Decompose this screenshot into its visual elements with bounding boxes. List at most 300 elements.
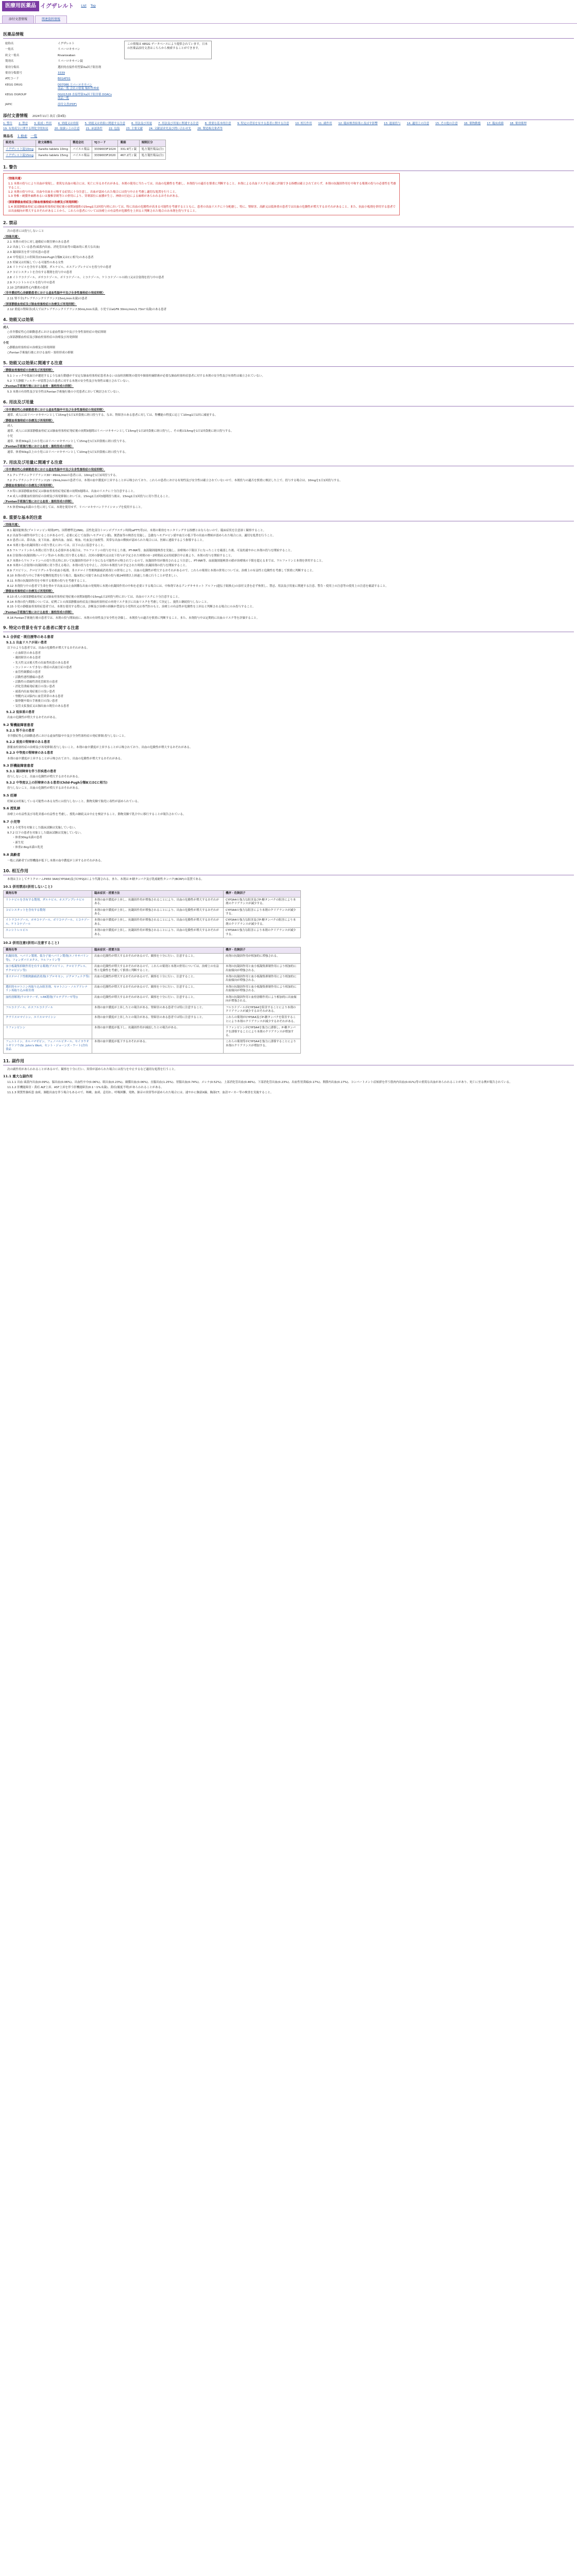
warning-item: 1.4 深部静脈血栓症又は肺血栓塞栓症発症後の初期3週間の15mg1日2回投与時においては、特に出血の危険性が高まる可能性を考慮するとともに、患者の出血リスクに十分配慮し、特に、腎障害、高齢又は低体重の患者では出血の危険性が増大するおそれがあること、また、抗血小板剤を併用する患者では出血傾向が増大するおそれがあることから、これらの患者については治療上の有益性が危険性を上回ると判断された場合のみ本剤を投与すること。 [8,205,396,213]
important-item: 8.13 成人の深部静脈血栓症又は肺血栓塞栓症発症後の初期3週間の15mg1日2回投与時においては、出血のリスクに十分注意すること。 [7,595,181,599]
important-item: 8.2 出血等の副作用が生じることがあるので、必要に応じて血算(ヘモグロビン値)、便潜血等の検査を実施し、急激なヘモグロビン値や血圧の低下等の出血の徴候が認められた場合には、適切な処置を行うこと。 [7,534,276,537]
info-value-cell [57,77,116,81]
dosage-note-item: 7.4 成人の静脈血栓塞栓症の治療及び再発抑制においては、15mg1日2回3週間投与後は、15mg1日1回投与に切り替えること。 [7,495,172,498]
efficacy-note-label-2: 〈Fontan手術施行後における血栓・塞栓形成の抑制〉 [3,385,74,388]
toc-link[interactable]: 13. 過量投与 [384,122,401,125]
dosage-label-2: 〈静脈血栓塞栓症の治療及び再発抑制〉 [3,419,55,422]
drug-name-cell[interactable]: 抗凝固剤、ヘパリン製剤、低分子量ヘパリン製剤(エノキサパリン等)、フォンダパリヌクス、ワルファリン等 [4,954,92,964]
table-row [4,897,301,907]
special-sub-6-text: 治療上の有益性及び母乳栄養の有益性を考慮し、授乳の継続又は中止を検討すること。動物実験で乳汁中に移行することが報告されている。 [7,813,186,817]
table-row [4,974,301,984]
important-item: 8.3 患者には、鼻出血、皮下出血、歯肉出血、血尿、喀血、吐血及び血便等、異常な出血の徴候が認められた場合には、医師に連絡するよう指導すること。 [7,539,206,543]
efficacy-adult-label: 成人 [3,326,9,329]
important-label-3: 〈Fontan手術施行後における血栓・塞栓形成の抑制〉 [3,611,74,615]
table-cell: Xarelto tablets 10mg [36,146,71,152]
drug-name-cell[interactable]: クラリスロマイシン、エリスロマイシン [4,1015,92,1025]
adverse-heading: 11. 副作用 [3,1059,574,1065]
adverse-item: 11.1.2 肝機能障害・黄疸 ALT上昇、AST上昇を伴う肝機能障害(0.1～1%未満)、黄疸(頻度不明)があらわれることがある。 [7,1086,164,1089]
list-link[interactable]: List [81,4,87,8]
toc-link[interactable]: 8. 重要な基本的注意 [205,122,231,125]
info-value-links[interactable]: 商品一覧 [58,97,70,100]
column-header: 臨床症状・措置方法 [92,891,224,897]
important-item: 8.12 本剤投与中の患者で生命を脅かす出血又は止血困難な出血の発現時に本剤の抗凝固作用の中和を必要とする場合には、中和剤であるアンデキサネット アルファ(遺伝子組換え)の添付文書を必ず参照し、禁忌、用法及び用量に関連する注意、警告・使用上の注意等の使用上の注意を確認すること。 [7,584,388,588]
pediatric-exclusion-list [12,836,574,850]
drug-name-cell[interactable]: 血小板凝集抑制作用を有する薬剤(アスピリン、クロピドグレル、チクロピジン等) [4,964,92,974]
bullet-item: ・頭蓋内出血発症後日の浅い患者 [12,690,55,693]
special-sub-3a-text: 投与しないこと。出血の危険性が増大するおそれがある。 [7,775,81,779]
bullet-text: 消化管潰瘍発症後日の浅い患者 [15,685,55,689]
efficacy-note-item: 5.2 下大静脈フィルターが留置された患者に対する本剤の安全性及び有効性は確立されていない。 [7,379,131,383]
dosage-item: 成人 [7,425,13,428]
warning-box [3,173,400,215]
toc-link[interactable]: 7. 用法及び用量に関連する注意 [158,122,199,125]
special-sub-3: 9.3 肝機能障害患者 [3,764,34,768]
info-row [4,59,116,64]
table-cell: CYP3A4の強力な阻害により本剤のクリアランスが減少する。 [224,928,301,938]
info-value: リバーロキサバン [58,48,80,52]
toc-link[interactable]: 19. 有効成分に関する理化学的知見 [3,127,48,131]
dosage-note-item: 7.1 クレアチニンクリアランス30～49mL/minの患者には、10mgを1日1回投与する。 [7,473,118,477]
info-value[interactable]: 添付文書(PDF) [58,103,77,106]
special-heading: 9. 特定の背景を有する患者に関する注意 [3,625,574,632]
table-cell: 出血の危険性が増大するおそれがあるので、観察を十分に行い、注意すること。 [92,994,224,1005]
bullet-item: ・止血障害のある患者 [12,651,41,655]
info-value[interactable]: B01AF01 [58,77,71,81]
product-table-title: 商品名 1 検索 一覧 [3,133,38,138]
revision-heading: 添付文書情報 2024年11月 改訂 (第4版) [3,113,574,120]
table-cell: フルコナゾールがCYP3A4を阻害することにより本剤のクリアランスが減少するおそれがある。 [224,1005,301,1015]
toc-link[interactable]: 1. 警告 [3,122,12,125]
dosage-item: 通常、成人にはリバーロキサバンとして15mgを1日1回食後に経口投与する。なお、腎障害のある患者に対しては、腎機能の程度に応じて10mg1日1回に減量する。 [7,413,218,417]
efficacy-note-heading: 5. 効能又は効果に関連する注意 [3,361,574,367]
column-header: 薬剤名等 [4,891,92,897]
bullet-text: 気管支拡張症又は肺出血の既往のある患者 [15,704,70,708]
bullet-item: ・コントロールできない重症の高血圧症の患者 [12,666,72,669]
top-link[interactable]: Top [90,4,96,8]
toc-link[interactable]: 26. 製造販売業者等 [197,127,223,131]
table-cell: CYP3A4の強力な阻害により本剤のクリアランスが減少する。 [224,907,301,918]
dosage-note-item: 7.5 体重50kg未満の小児に対しては、本剤を使用せず、リバーロキサバンドライシロップを使用すること。 [7,505,144,509]
toc-link[interactable]: 24. 文献請求先及び問い合わせ先 [149,127,191,131]
dosage-note-heading: 7. 用法及び用量に関連する注意 [3,460,574,467]
table-cell: 本剤の血中濃度が上昇し、抗凝固作用が増強されることにより、出血の危険性が増大するおそれがある。 [92,928,224,938]
special-sub-2c-text: 本剤の血中濃度が上昇することが示唆されており、出血の危険性が増大するおそれがある。 [7,757,124,760]
bullet-text: 活動性の潰瘍性消化管障害の患者 [15,680,58,684]
drug-title: イグザレルト [40,2,74,9]
column-header: YJコード [92,140,118,146]
interaction-heading: 10. 相互作用 [3,869,574,875]
dosage-label: 〈非弁膜症性心房細動患者における虚血性脳卒中及び全身性塞栓症の発症抑制〉 [3,408,106,412]
contraindication-item: 2.6 リトナビルを含有する製剤、ダルナビル、ホスアンプレナビルを投与中の患者 [7,266,112,269]
special-sub-5-text: 妊婦又は妊娠している可能性のある女性には投与しないこと。動物実験で胎児に毒性が認められている。 [7,800,141,803]
special-sub-2b-text: 静脈血栓塞栓症の治療及び再発抑制:投与しないこと。本剤の血中濃度が上昇することが示唆されており、出血の危険性が増大するおそれがある。 [7,745,193,749]
info-value: Rivaroxaban [58,54,76,57]
info-value-cell [57,83,116,92]
table-row [4,1025,301,1039]
important-label-2: 〈静脈血栓塞栓症の治療及び再発抑制〉 [3,590,55,594]
table-row [4,954,301,964]
table-cell: 出血の危険性が増大するおそれがあるので、観察を十分に行い、注意すること。 [92,954,224,964]
bullet-item: ・脊髄内又は脳内に血管異常のある患者 [12,694,64,698]
efficacy-note-item: 5.3 本剤の有効性及び安全性はFontan手術施行後の小児患者において検討されていない。 [7,390,122,394]
toc-link[interactable]: 10. 相互作用 [295,122,312,125]
efficacy-item: ○深部静脈血栓症及び肺血栓塞栓症の治療及び再発抑制 [7,335,78,339]
info-value: 選択的直接作用型第Xa因子阻害剤 [58,65,101,69]
toc-link[interactable]: 22. 包装 [109,127,120,131]
table-cell: 本剤の血中濃度が上昇したとの報告がある。腎障害のある患者では特に注意すること。 [92,1015,224,1025]
important-heading: 8. 重要な基本的注意 [3,515,574,522]
bullet-text: 先天性又は後天性の出血性疾患のある患者 [15,661,70,665]
warning-heading: 1. 警告 [3,165,574,172]
dosage-note-label: 〈非弁膜症性心房細動患者における虚血性脳卒中及び全身性塞栓症の発症抑制〉 [3,468,106,472]
drug-name-cell[interactable]: リファンピシン [4,1025,92,1039]
bullet-text: コントロールできない重症の高血圧症の患者 [15,666,72,669]
table-cell: 467.2円 / 錠 [118,153,139,159]
contraindicated-combination-table [3,890,301,938]
efficacy-item: ○Fontan手術施行後における血栓・塞栓形成の抑制 [7,351,74,354]
info-value-cell [57,42,116,46]
important-item: 8.5 ワルファリンから本剤に切り替える必要がある場合は、ワルファリンの投与を中止した後、PT-INR等、血液凝固能検査を実施し、治療域の下限以下になったことを確認した後、可及的速やかに本剤の投与を開始すること。 [7,549,294,552]
table-row [4,146,166,152]
bullet-text: 新生児 [15,841,24,844]
toc-link[interactable]: 21. 承認条件 [86,127,103,131]
warning-item: 1.1 本剤の投与により出血が発現し、重篤な出血の場合には、死亡に至るおそれがある。本剤の使用に当たっては、出血の危険性を考慮し、本剤投与の適否を慎重に判断すること。本剤による出血リスクを正確に評価できる指標は確立されておらず、本剤の抗凝固作用を中和する薬剤の投与の必要性を考慮すること。 [8,182,396,190]
tab-bar [0,15,577,24]
info-label: 一般名 [5,48,14,52]
special-sub-2: 9.2 腎機能障害患者 [3,722,34,727]
basic-info-heading: 医薬品情報 [3,32,574,39]
basic-info-table [3,41,117,108]
warning-item: 1.3 脊椎・硬膜外麻酔あるいは腰椎穿刺等との併用により、穿刺部位に血腫が生じ、神経の圧迫による麻痺があらわれるおそれがある。 [8,195,181,198]
drug-name-cell[interactable]: 非ステロイド性解熱鎮痛消炎剤(ナプロキセン、ジクロフェナク等) [4,974,92,984]
dosage-heading: 6. 用法及び用量 [3,400,574,406]
table-cell: リファンピシンがCYP3A4を強力に誘導し、P-糖タンパクを誘導することにより本剤のクリアランスが増加する。 [224,1025,301,1039]
table-cell: 3339003F2020 [92,153,118,159]
info-row [4,93,116,101]
efficacy-item: ○静脈血栓塞栓症の治療及び再発抑制 [7,346,55,350]
table-row [4,907,301,918]
table-cell: Xarelto tablets 15mg [36,153,71,159]
dosage-note-item: 7.2 クレアチニンクリアランス15～29mL/minの患者では、本剤の血中濃度が上昇することが示唆されており、これらの患者における有効性及び安全性は確立されていないので、本剤投与の適否を慎重に検討した上で、投与する場合は、10mgを1日1回投与する。 [7,479,343,482]
table-cell: 本剤の抗凝固作用と血小板凝集抑制作用により相加的に出血傾向が増強される。 [224,974,301,984]
product-name-link[interactable]: イグザレルト錠10mg [4,146,36,152]
drug-name-cell[interactable]: 血栓溶解剤(ウロキナーゼ、t-PA製剤(アルテプラーゼ等)) [4,994,92,1005]
special-sub-1b-text: 出血の危険性が増大するおそれがある。 [7,716,59,720]
drug-name-cell[interactable]: エンシトレルビル [4,928,92,938]
important-label: 〈効能共通〉 [3,523,21,527]
info-value[interactable]: 3339 [58,72,65,75]
table-cell: 本剤の血中濃度が上昇し、抗凝固作用が増強されることにより、出血の危険性が増大するおそれがある。 [92,897,224,907]
info-value[interactable]: D07086 リバーロキサバン [58,83,92,87]
warning-label-2: 〈深部静脈血栓症及び肺血栓塞栓症の治療及び再発抑制〉 [6,200,80,204]
contraindication-label-2: 〈非弁膜症性心房細動患者における虚血性脳卒中及び全身性塞栓症の発症抑制〉 [3,292,106,295]
contraindication-item: 2.7 コビシスタットを含有する製剤を投与中の患者 [7,271,72,275]
dosage-item: 小児 [7,434,13,438]
info-label: 薬効分類名 [5,65,20,69]
special-sub-2a: 9.2.1 腎不全の患者 [6,728,35,733]
contraindication-item: 2.3 凝固障害を伴う肝疾患の患者 [7,251,49,255]
efficacy-heading: 4. 効能又は効果 [3,317,574,324]
table-row [4,1005,301,1015]
adverse-intro: 次の副作用があらわれることがあるので、観察を十分に行い、異常が認められた場合には投与を中止するなど適切な処置を行うこと。 [7,1067,177,1071]
info-value-cell [57,54,116,58]
table-cell: 本剤の血中濃度が上昇し、抗凝固作用が増強されることにより、出血の危険性が増大するおそれがある。 [92,918,224,928]
toc-link[interactable]: 11. 副作用 [318,122,332,125]
table-cell: 処方箋医薬品(注) [139,153,166,159]
important-item: 8.6 注射剤の抗凝固剤(ヘパリン等)から本剤に切り替える場合、次回の静脈内又は皮下投与が予定された時間の0～2時間前又は持続静注中止後より、本剤の投与を開始すること。 [7,554,234,557]
table-cell: これらの薬剤がCYP3A4及びP-糖タンパクを阻害することにより本剤のクリアランスが減少するおそれがある。 [224,1015,301,1025]
bullet-item: ・気管支拡張症又は肺出血の既往のある患者 [12,704,70,708]
toc-link[interactable]: 20. 取扱い上の注意 [54,127,80,131]
tab-package-insert[interactable]: 添付文書情報 [2,15,34,23]
special-sub-2c: 9.2.3 中等度の腎障害のある患者 [6,751,54,755]
contraindication-item: 2.5 妊婦又は妊娠している可能性のある女性 [7,261,64,264]
column-header: 臨床症状・措置方法 [92,947,224,953]
table-cell: 処方箋医薬品(注) [139,146,166,152]
toc-link[interactable]: 6. 用法及び用量 [131,122,152,125]
toc-link[interactable]: 12. 臨床検査結果に及ぼす影響 [338,122,378,125]
special-sub-1a-intro: 以下のような患者では、出血の危険性が増大するおそれがある。 [7,647,90,650]
bullet-text: 体重2.6kg未満の乳児 [15,846,43,850]
info-value-cell [57,103,116,107]
bullet-text: 脊髄内又は脳内に血管異常のある患者 [15,694,64,698]
column-header: 機序・危険因子 [224,891,301,897]
table-cell: 本剤の血中濃度が低下するおそれがある。 [92,1039,224,1053]
table-cell: 3339003F1024 [92,146,118,152]
bullet-item: ・新生児 [12,841,24,844]
important-item: 8.8 本剤から注射剤の抗凝固剤に切り替える場合、本剤の投与を中止し、次回の本剤投与が予定された時間に抗凝固剤の投与を開始すること。 [7,564,189,568]
bullet-item: ・先天性又は後天性の出血性疾患のある患者 [12,661,70,665]
important-item: 8.15 小児の静脈血栓塞栓症患者では、本剤を使用する際には、診断及び治療の経験が豊富な小児科医又は専門医のもと、治療上の有益性が危険性を上回ると判断される場合にのみ投与すること。 [7,605,256,609]
contraindication-item: 2.1 本剤の成分に対し過敏症の既往歴のある患者 [7,241,70,244]
special-sub-3b-text: 投与しないこと。出血の危険性が増大するおそれがある。 [7,787,81,790]
special-sub-2b: 9.2.2 重度の腎障害のある患者 [6,740,50,744]
contraindication-label-3: 〈深部静脈血栓症及び肺血栓塞栓症の治療及び再発抑制〉 [3,302,77,306]
bullet-text: 止血障害のある患者 [15,651,41,655]
table-cell: バイエル薬品 [71,146,92,152]
info-label: KEGG DGROUP [5,93,27,96]
toc-link[interactable]: 4. 効能又は効果 [58,122,79,125]
table-cell: CYP3A4の強力な阻害及びP-糖タンパクの阻害により本剤のクリアランスが減少する。 [224,897,301,907]
toc-link[interactable]: 16. 薬物動態 [464,122,481,125]
efficacy-note-item: 5.1 ショックや低血圧が遷延するような血行動態が不安定な肺血栓塞栓症患者あるいは血栓溶解剤の使用や肺塞栓摘除術が必要な肺血栓塞栓症患者に対する本剤の安全性及び有効性は確立されていない。 [7,374,265,378]
bullet-text: 活動性悪性腫瘍の患者 [15,675,44,679]
table-cell: 両剤の抗凝固作用が相加的に増強される。 [224,954,301,964]
info-value-cell [57,93,116,101]
important-item: 8.16 Fontan手術施行後の患者では、本剤の投与開始前に、本剤の有効性及び安全性を評価し、本剤投与の適否を慎重に判断すること。また、本剤投与中は定期的に出血のリスク等を評価すること。 [7,616,260,620]
table-cell: 出血の危険性が増大するおそれがあるので、観察を十分に行い、注意すること。 [92,984,224,994]
special-sub-1a: 9.1.1 出血リスクが高い患者 [6,640,47,645]
drug-name-cell[interactable]: イトラコナゾール、ポサコナゾール、ボリコナゾール、ミコナゾール、ケトコナゾール [4,918,92,928]
main-content [0,24,577,1095]
dosage-note-label-2: 〈静脈血栓塞栓症の治療及び再発抑制〉 [3,484,55,488]
bullet-item: ・血管性網膜症の患者 [12,671,41,674]
info-row [4,65,116,70]
info-value: イグザレルト [58,42,75,45]
dosage-item: 通常、体重30kg以上の小児にはリバーロキサバンとして15mgを1日1回食後に経口投与する。 [7,439,128,443]
important-item: 8.9 アスピリン、クロピドグレル等の抗血小板剤、非ステロイド性解熱鎮痛消炎剤との併用により、出血の危険性が増大するおそれがあるので、これらの薬剤と本剤の併用については、治療上の有益性と危険性を考慮して慎重に判断すること。 [7,569,315,573]
dosage-note-item: 7.3 特に深部静脈血栓症又は肺血栓塞栓症発症後の初期3週間は、出血のリスクに十分注意すること。 [7,489,137,493]
important-item: 8.11 本剤の抗凝固作用を中和する薬剤の投与を考慮すること。 [7,579,88,583]
info-value-cell [57,59,116,64]
column-header: 薬剤名等 [4,947,92,953]
app-header [0,0,577,12]
info-label: 薬効分類番号 [5,72,23,75]
special-sub-3b: 9.3.2 中等度以上の肝障害のある患者(Child-Pugh分類B又はCに相当) [6,781,108,785]
info-row [4,54,116,58]
drug-name-cell[interactable]: フェニトイン、カルバマゼピン、フェノバルビタール、セイヨウオトギリソウ(St. John's Wort、セント・ジョーンズ・ワート)含有食品 [4,1039,92,1053]
table-cell: 331.9円 / 錠 [118,146,139,152]
info-value[interactable]: DG01528 直接型第Xa因子阻害薬 DOACs [58,93,112,96]
drug-name-cell[interactable]: 選択的セロトニン再取り込み阻害剤、セロトニン・ノルアドレナリン再取り込み阻害剤 [4,984,92,994]
dosage-note-label-3: 〈Fontan手術施行後における血栓・塞栓形成の抑制〉 [3,500,74,504]
info-row [4,77,116,81]
caution-combination-table [3,947,301,1054]
table-cell: 本剤の抗凝固作用と血栓溶解作用により相加的に出血傾向が増強される。 [224,994,301,1005]
warning-item: 1.2 本剤の投与中は、出血や出血を示唆する症状に十分注意し、出血が認められた場合には投与中止を考慮し適切な処置を行うこと。 [8,191,178,194]
special-sub-1b: 9.1.2 低体重の患者 [6,710,35,714]
contraindication-item: 2.12 重度の腎障害(成人ではクレアチニンクリアランス30mL/min未満、小児ではeGFR 30mL/min/1.73m²未満)のある患者 [7,308,167,312]
info-value-cell [57,71,116,76]
section-toc [3,122,574,131]
adverse-item: 11.1.3 間質性肺疾患 血痰、肺胞出血を伴う場合もあるので、咳嗽、血痰、息切れ、呼吸困難、発熱、肺音の異常等が認められた場合には、速やかに胸部X線、胸部CT、血清マーカー等の検査を実施すること。 [7,1091,274,1094]
table-cell: 本剤の抗凝固作用と血小板凝集抑制作用により相加的に出血傾向が増強される。 [224,984,301,994]
basic-info [3,41,574,108]
special-sub-5: 9.5 妊婦 [3,793,17,798]
info-label: JAPIC [5,103,13,106]
drug-name-cell[interactable]: フルコナゾール、ホスフルコナゾール [4,1005,92,1015]
table-row [4,1015,301,1025]
warning-label: 〈効能共通〉 [6,177,24,181]
table-cell: 本剤の血中濃度が低下し、抗凝固作用が減弱したとの報告がある。 [92,1025,224,1039]
special-sub-2a-text: 非弁膜症性心房細動患者における虚血性脳卒中及び全身性塞栓症の発症抑制:投与しないこと。 [7,734,127,738]
table-cell: これらの薬剤等がCYP3A4を強力に誘導することにより本剤のクリアランスが増加する。 [224,1039,301,1053]
contraindication-heading: 2. 禁忌 [3,221,574,227]
product-table [3,140,166,159]
bleeding-risk-list [12,651,574,709]
contraindication-item: 2.10 急性細菌性心内膜炎の患者 [7,286,48,290]
table-cell: 本剤の血中濃度が上昇し、抗凝固作用が増強されることにより、出血の危険性が増大するおそれがある。 [92,907,224,918]
table-row [4,1039,301,1053]
site-logo: 医療用医薬品 [2,1,39,11]
column-header: 欧文商標名 [36,140,71,146]
special-sub-7: 9.7 小児等 [3,819,21,824]
table-row [4,918,301,928]
product-name-link[interactable]: イグザレルト錠15mg [4,153,36,159]
table-row [4,964,301,974]
product-search-link[interactable]: 1 検索 [17,133,27,138]
special-sub-8: 9.8 高齢者 [3,853,21,857]
toc-link[interactable]: 23. 主要文献 [126,127,143,131]
efficacy-child-label: 小児 [3,341,9,345]
tab-related-docs[interactable]: 関連資料情報 [35,15,67,23]
bullet-item: ・活動性悪性腫瘍の患者 [12,675,44,679]
table-row [4,984,301,994]
important-item: 8.1 凝固能検査(プロトロンビン時間(PT)、国際標準比(INR)、活性化部分トロンボプラスチン時間(aPTT)等)は、本剤の薬効をモニタリングする指標とはならないので、臨床症状を注意深く観察すること。 [7,529,266,532]
info-value-links[interactable]: 商品一覧 会社の情報 類似性検索 [58,87,99,91]
table-cell: バイエル薬品 [71,153,92,159]
bullet-item: ・体重2.6kg未満の乳児 [12,846,43,850]
bullet-item: ・凝固障害のある患者 [12,656,41,660]
info-label: 欧文一般名 [5,54,20,57]
special-sub-6: 9.6 授乳婦 [3,806,21,811]
column-header: 製造会社 [71,140,92,146]
toc-link[interactable]: 3. 組成・性状 [34,122,52,125]
contraindication-item: 2.4 中等度以上の肝障害(Child-Pugh分類B又はCに相当)のある患者 [7,256,94,259]
info-value-cell [57,65,116,70]
toc-link[interactable]: 15. その他の注意 [435,122,458,125]
toc-link[interactable]: 2. 禁忌 [19,122,28,125]
efficacy-note-label: 〈静脈血栓塞栓症の治療及び再発抑制〉 [3,369,55,372]
bullet-text: 頭蓋内出血発症後日の浅い患者 [15,690,55,693]
interaction-intro: 本剤は主としてチトクロームP450 3A4(CYP3A4)及びCYP2J2により代謝される。また、本剤は P-糖タンパク及び乳癌耐性タンパク(BCRP)の基質である。 [7,877,204,881]
drug-name-cell[interactable]: リトナビルを含有する製剤、ダルナビル、ホスアンプレナビル [4,897,92,907]
toc-link[interactable]: 9. 特定の背景を有する患者に関する注意 [237,122,289,125]
info-row [4,83,116,92]
info-label: 製剤名 [5,60,14,63]
info-row [4,71,116,76]
important-item: 8.4 本剤と他の抗凝固剤との切り替えにおいては、以下の点に留意すること。 [7,544,106,548]
important-item: 8.7 本剤からワルファリンへの切り替え時において抗凝固作用が不十分になる可能性が示唆されているので、抗凝固作用が維持されるよう注意し、PT-INR等、血液凝固能検査の値が治療域の下限を超えるまでは、ワルファリンと本剤を併用すること。 [7,559,325,563]
header-links [81,4,96,8]
special-sub-8-text: 一般に高齢者では腎機能が低下し本剤の血中濃度が上昇するおそれがある。 [7,859,104,863]
bullet-text: 血管性網膜症の患者 [15,671,41,674]
interaction-caution-title: 10.2 併用注意(併用に注意すること) [3,941,59,945]
efficacy-item: ○非弁膜症性心房細動患者における虚血性脳卒中及び全身性塞栓症の発症抑制 [7,331,106,334]
info-label: 総称名 [5,42,14,45]
toc-link[interactable]: 17. 臨床成績 [487,122,504,125]
table-cell: CYP3A4の強力な阻害及びP-糖タンパクの阻害により本剤のクリアランスが減少する。 [224,918,301,928]
dosage-item: 通常、体重50kg以上の小児にはリバーロキサバンとして10mgを1日1回食後に経口投与する。 [7,450,128,454]
drug-name-cell[interactable]: コビシスタットを含有する製剤 [4,907,92,918]
table-cell: 出血の危険性が増大するおそれがあるので、観察を十分に行い、注意すること。 [92,974,224,984]
toc-link[interactable]: 5. 効能又は効果に関連する注意 [84,122,125,125]
column-header: 機序・危険因子 [224,947,301,953]
info-row [4,42,116,46]
special-sub-3a: 9.3.1 凝固障害を伴う肝疾患の患者 [6,770,57,774]
column-header: 規制区分 [139,140,166,146]
contraindication-item: 2.9 エンシトレルビルを投与中の患者 [7,281,55,284]
product-list-link[interactable]: 一覧 [30,133,38,138]
bullet-item: ・活動性の潰瘍性消化管障害の患者 [12,680,58,684]
kegg-notice: この情報は KEGG データベースにより提供されています。日本の医薬品添付文書はこちらから検索することができます。 [124,41,212,59]
info-label: KEGG DRUG [5,83,23,87]
adverse-serious-title: 11.1 重大な副作用 [3,1074,33,1079]
toc-link[interactable]: 18. 薬効薬理 [510,122,527,125]
toc-link[interactable]: 14. 適用上の注意 [406,122,429,125]
table-row [4,994,301,1005]
info-row [4,47,116,52]
contraindication-item: 2.8 イトラコナゾール、ポサコナゾール、ボリコナゾール、ミコナゾール、ケトコナゾールの経口又は注射剤を投与中の患者 [7,276,164,280]
contraindication-item: 2.11 腎不全(クレアチニンクリアランス15mL/min未満)の患者 [7,297,88,300]
pediatric-item: 9.7.1 小児等を対象とした臨床試験は実施していない。 [7,826,78,829]
important-item: 8.14 本剤の投与期間については、症例ごとの深部静脈血栓症及び肺血栓塞栓症の再発リスク並びに出血リスクを考慮して決定し、漫然と継続投与しないこと。 [7,600,210,604]
info-label: ATCコード [5,77,19,81]
info-row [4,103,116,107]
info-value: リバーロキサバン錠 [58,60,83,63]
contraindication-intro: 次の患者には投与しないこと [7,230,44,233]
column-header: 販売名 [4,140,36,146]
revision-date: 2024年11月 改訂 (第4版) [32,114,66,118]
bullet-item: ・体重30kg未満の患者 [12,836,42,840]
info-value-cell [57,47,116,52]
bullet-item: ・消化管潰瘍発症後日の浅い患者 [12,685,55,689]
contraindication-item: 2.2 出血している患者(頭蓋内出血、消化管出血等の臨床的に重大な出血) [7,246,100,249]
bullet-text: 脳脊髄や眼の手術後日の浅い患者 [15,700,58,703]
dosage-item: 通常、成人には深部静脈血栓症又は肺血栓塞栓症発症後の初期3週間はリバーロキサバンとして15mgを1日2回食後に経口投与し、その後は15mgを1日1回食後に経口投与する。 [7,429,234,433]
table-cell: 出血の危険性が増大するおそれがあるので、これらの薬剤と本剤の併用については、治療上の有益性と危険性を考慮して慎重に判断すること。 [92,964,224,974]
special-sub-1: 9.1 合併症・既往歴等のある患者 [3,635,54,639]
